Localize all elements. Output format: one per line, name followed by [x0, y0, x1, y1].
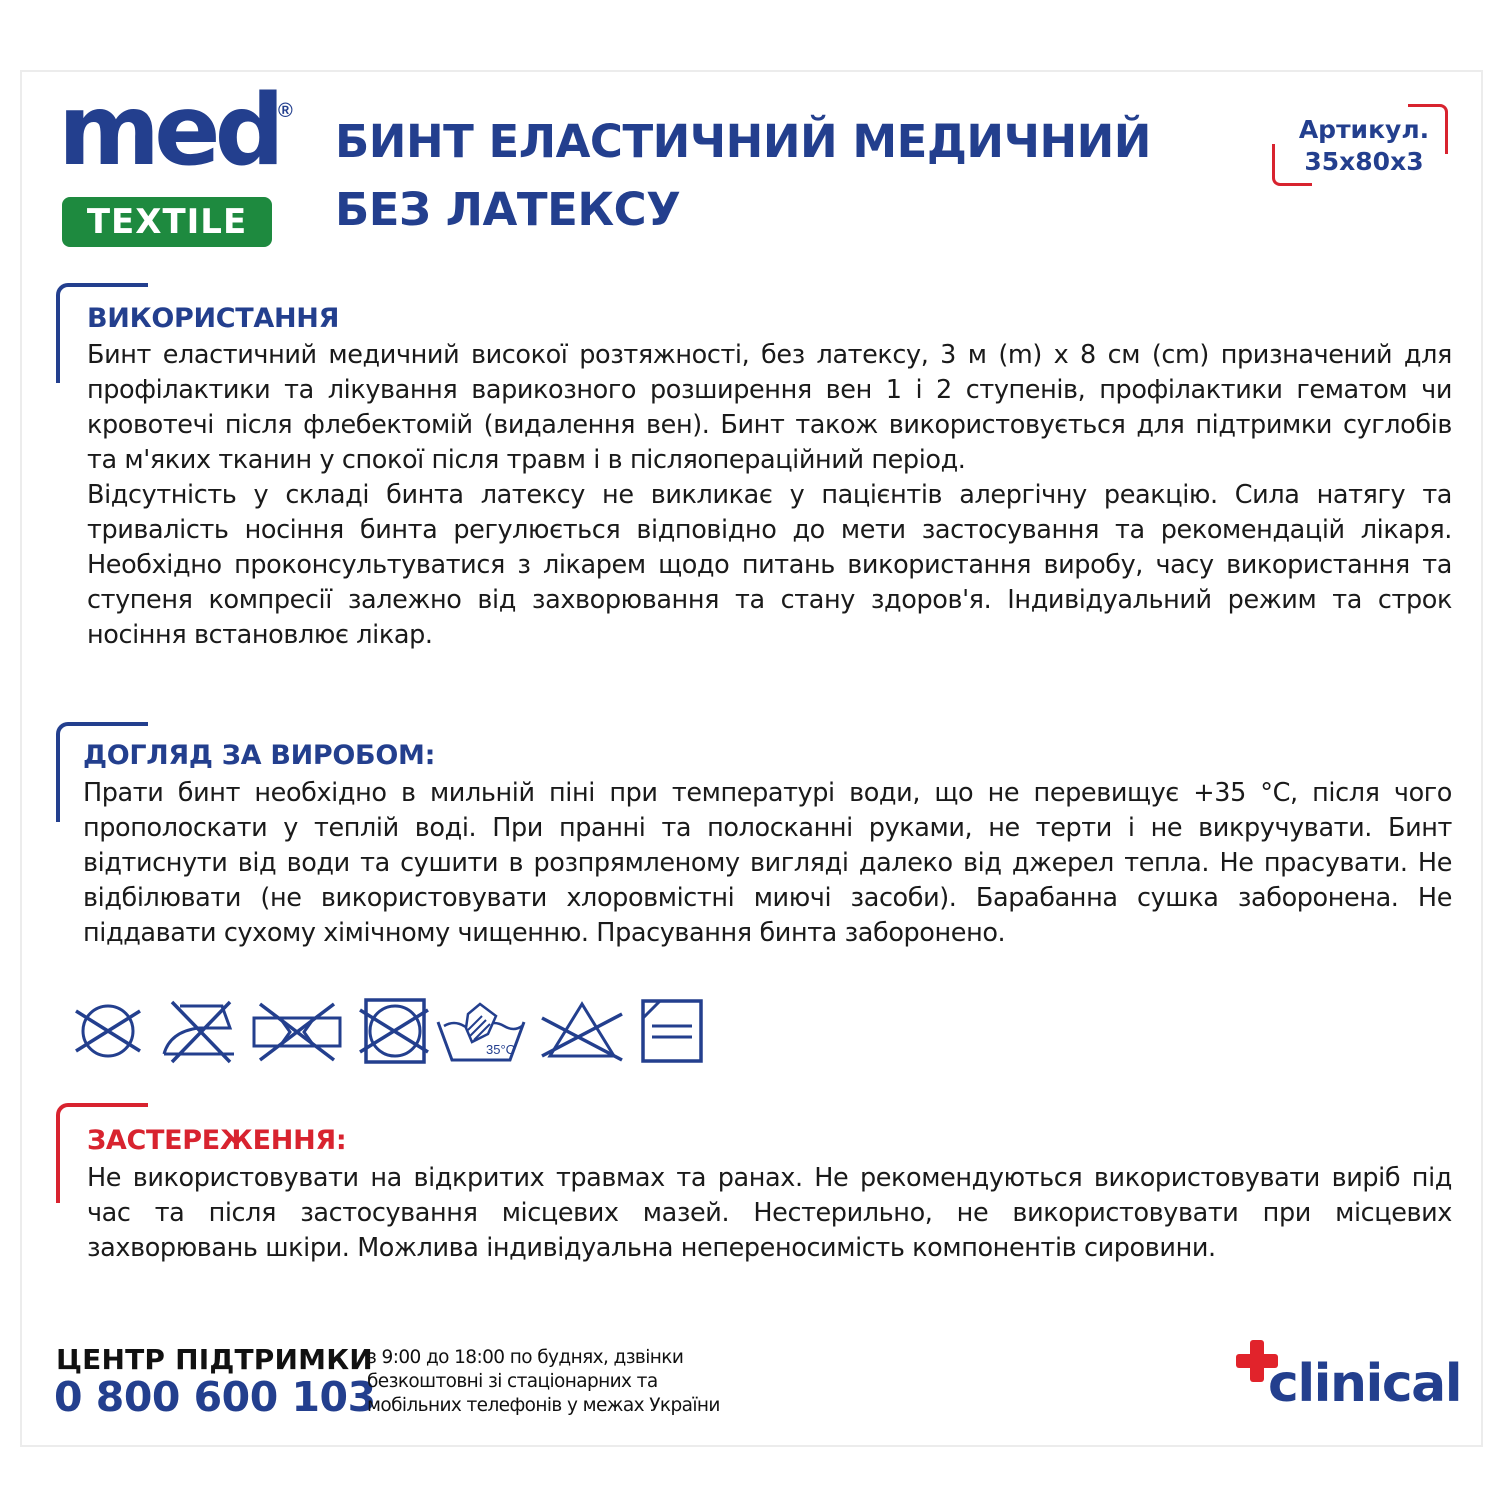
textile-logo-badge: TEXTILE — [62, 197, 272, 247]
support-note-line: з 9:00 до 18:00 по буднях, дзвінки — [367, 1347, 684, 1368]
article-label-text: Артикул. — [1298, 115, 1430, 144]
no-tumble-dry-icon — [358, 998, 430, 1064]
product-title-line1: БИНТ ЕЛАСТИЧНИЙ МЕДИЧНИЙ — [335, 115, 1151, 168]
dry-flat-in-shade-icon — [640, 998, 704, 1064]
med-logo — [58, 74, 298, 196]
section-heading: ЗАСТЕРЕЖЕННЯ: — [87, 1125, 347, 1156]
article-box — [1272, 104, 1448, 186]
no-bleach-icon — [538, 998, 626, 1064]
med-logo-text: med — [58, 74, 279, 188]
usage-paragraph-1: Бинт еластичний медичний високої розтяжності, без латексу, 3 м (m) х 8 см (cm) призначений для профілактики та лікування варикозного розширення вен 1 і 2 ступенів, профілактики гематом чи кровотечі після флебектомій (видалення вен). Бинт також використовується для підтримки суглобів та м'яких тканин у спокої після травм і в післяопераційний період. — [87, 340, 1452, 475]
care-paragraph: Прати бинт необхідно в мильній піні при температурі води, що не перевищує +35 °С, після чого прополоскати у теплій воді. При пранні та полосканні руками, не терти і не викручувати. Бинт відтиснути від води та сушити в розпрямленому вигляді далеко від джерел тепла. Не прасувати. Не відбілювати (не використовувати хлоровмістні миючі засоби). Барабанна сушка заборонена. Не піддавати сухому хімічному чищенню. Прасування бинта заборонено. — [83, 778, 1452, 948]
no-iron-icon — [160, 998, 238, 1064]
section-heading: ДОГЛЯД ЗА ВИРОБОМ: — [83, 740, 436, 771]
clinical-logo-text: clinical — [1268, 1354, 1462, 1414]
product-title-line2: БЕЗ ЛАТЕКСУ — [335, 183, 681, 236]
section-heading: ВИКОРИСТАННЯ — [87, 303, 340, 334]
no-dry-clean-icon — [72, 998, 144, 1064]
usage-paragraph-2: Відсутність у складі бинта латексу не викликає у пацієнтів алергічну реакцію. Сила натягу та тривалість носіння бинта регулюється відповідно до мети застосування та рекомендацій лікаря. Необхідно проконсультуватися з лікарем щодо питань використання виробу, часу використання та ступеня компресії залежно від захворювання та стану здоров'я. Індивідуальний режим та строк носіння встановлює лікар. — [87, 480, 1452, 650]
support-center-title: ЦЕНТР ПІДТРИМКИ — [56, 1343, 373, 1376]
support-note-line: мобільних телефонів у межах України — [367, 1395, 720, 1416]
section-body — [87, 338, 1452, 653]
warnings-paragraph: Не використовувати на відкритих травмах та ранах. Не рекомендуються використовувати виріб під час та після застосування місцевих мазей. Нестерильно, не використовувати при місцевих захворювань шкіри. Можлива індивідуальна непереносимість компонентів сировини. — [87, 1163, 1452, 1263]
hand-wash-temperature: 35°C — [486, 1042, 516, 1057]
no-wring-icon — [250, 998, 344, 1064]
article-code: 35x80x3 — [1304, 147, 1424, 176]
support-note-line: безкоштовні зі стаціонарних та — [367, 1371, 658, 1392]
section-body — [87, 1161, 1452, 1266]
section-body — [83, 776, 1452, 951]
product-title — [335, 108, 1151, 244]
support-phone-number[interactable]: 0 800 600 103 — [54, 1373, 376, 1421]
clinical-logo — [1230, 1340, 1460, 1430]
article-label — [1294, 114, 1434, 178]
support-hours-note — [367, 1346, 767, 1418]
registered-mark: ® — [278, 100, 293, 122]
hand-wash-icon — [436, 998, 528, 1064]
